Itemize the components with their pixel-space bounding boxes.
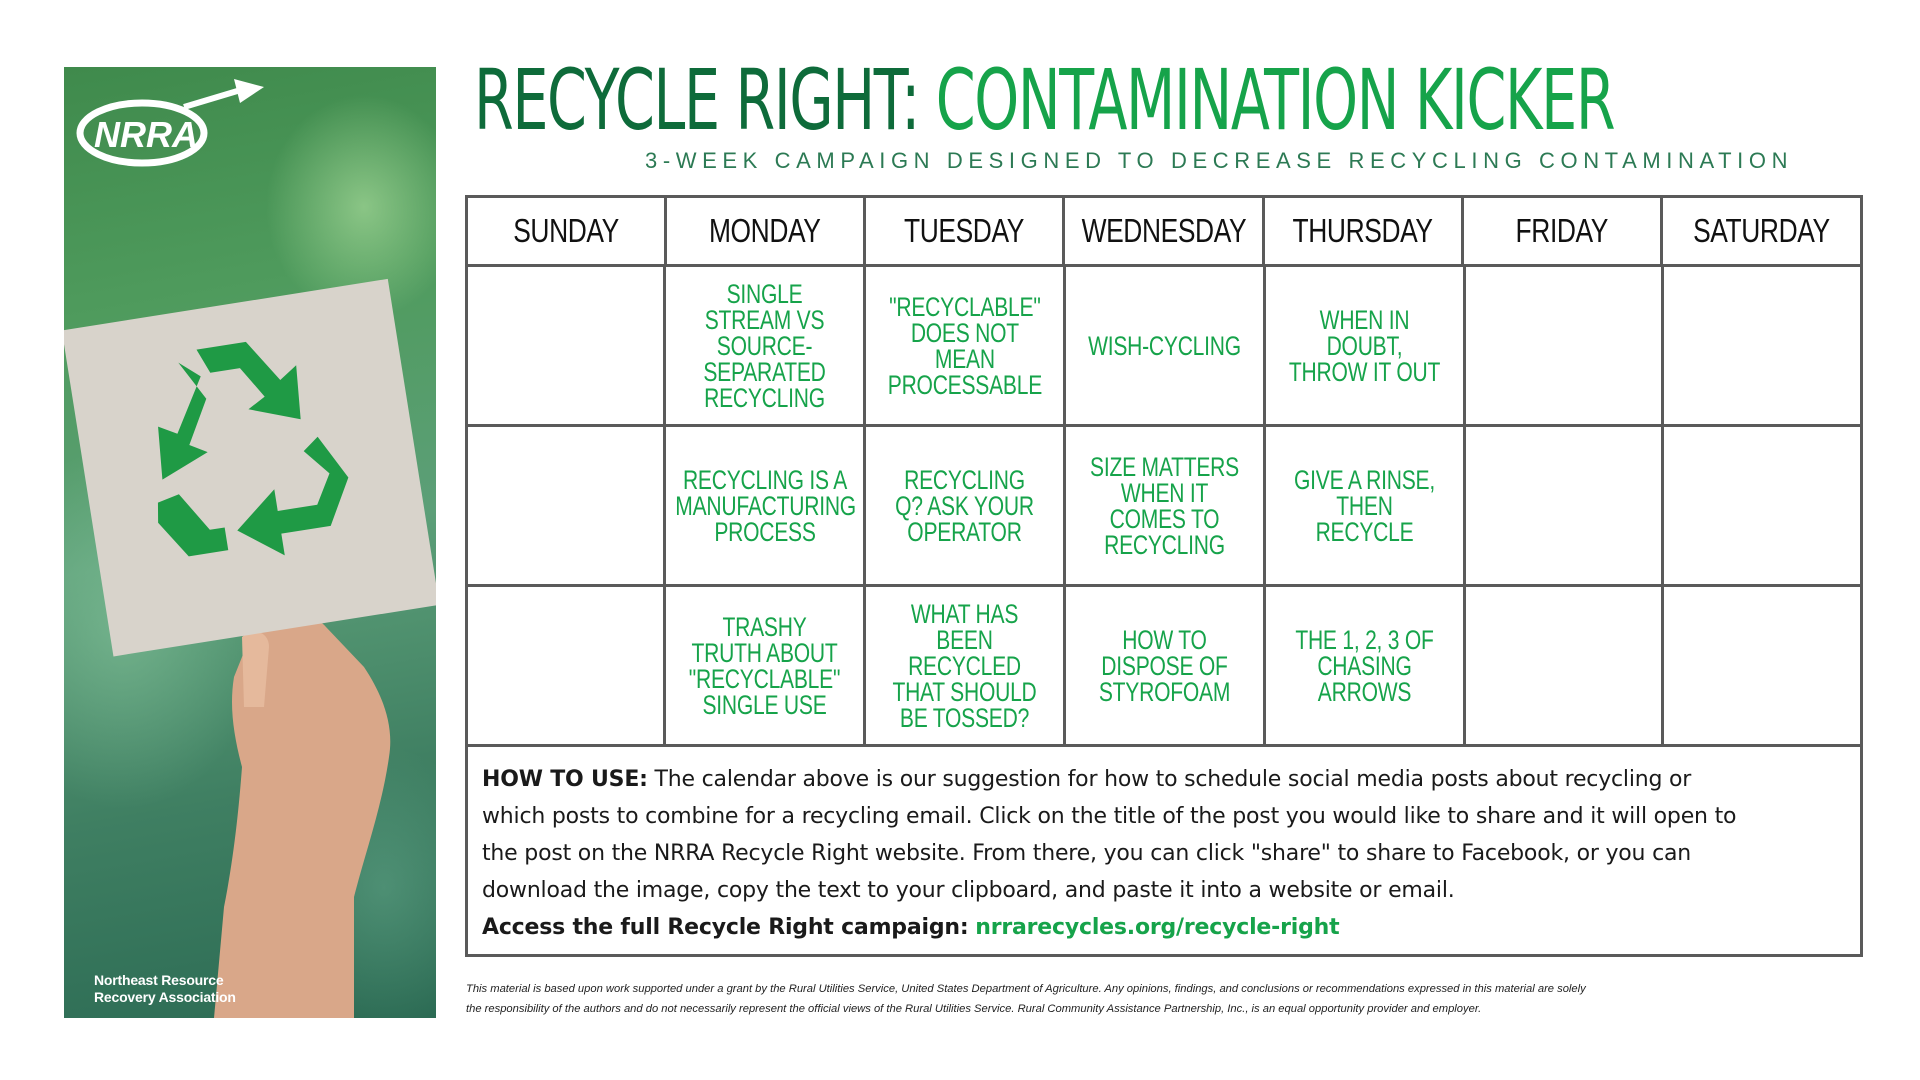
post-link-should-be-tossed[interactable]: WHAT HAS BEEN RECYCLED THAT SHOULD BE TOSSED? [892, 598, 1037, 733]
calendar-header-row [468, 198, 1860, 267]
day-label: SUNDAY [513, 212, 619, 249]
day-label: TUESDAY [904, 212, 1024, 249]
calendar-cell [666, 267, 866, 427]
post-link-manufacturing-process[interactable]: RECYCLING IS A MANUFACTURING PROCESS [674, 464, 856, 547]
disclaimer-line1: This material is based upon work supported under a grant by the Rural Utilities Service, United States Department of Agriculture. Any opinions, findings, and conclusions or recommendations expressed in this material are solely [466, 983, 1586, 995]
calendar-week-1 [468, 267, 1860, 427]
calendar-cell-empty [1664, 267, 1860, 427]
how-to-use-panel [468, 747, 1860, 954]
calendar-cell [866, 267, 1066, 427]
day-label: WEDNESDAY [1081, 212, 1246, 249]
post-link-ask-your-operator[interactable]: RECYCLING Q? ASK YOUR OPERATOR [895, 464, 1034, 547]
day-header-friday [1464, 198, 1663, 267]
calendar-cell-empty [468, 427, 666, 587]
how-to-use-line4: download the image, copy the text to your clipboard, and paste it into a website or email. [482, 878, 1455, 903]
recycle-card [64, 279, 436, 657]
calendar-cell [866, 427, 1066, 587]
calendar-cell [666, 427, 866, 587]
page-title-part2: CONTAMINATION KICKER [935, 51, 1615, 149]
page-title-part1: RECYCLE RIGHT: [474, 51, 919, 149]
logo-caption-line2: Recovery Association [94, 989, 236, 1005]
calendar-cell-empty [1664, 427, 1860, 587]
page-title [474, 51, 1615, 149]
calendar-week-3 [468, 587, 1860, 747]
day-label: SATURDAY [1693, 212, 1830, 249]
access-label: Access the full Recycle Right campaign: [482, 915, 969, 940]
logo-caption-line1: Northeast Resource [94, 972, 224, 988]
day-header-thursday [1265, 198, 1464, 267]
how-to-use-line2: which posts to combine for a recycling email. Click on the title of the post you would like to share and it will open to [482, 804, 1737, 829]
calendar-cell [1066, 587, 1266, 747]
post-link-size-matters[interactable]: SIZE MATTERS WHEN IT COMES TO RECYCLING [1090, 451, 1239, 560]
post-link-recyclable-not-processable[interactable]: "RECYCLABLE" DOES NOT MEAN PROCESSABLE [887, 291, 1042, 400]
logo-mark: NRRA [94, 114, 198, 155]
day-header-saturday [1663, 198, 1860, 267]
hand-shape [214, 614, 390, 1018]
day-header-sunday [468, 198, 667, 267]
calendar-cell [1266, 427, 1466, 587]
card-surface [64, 279, 436, 657]
calendar-cell [866, 587, 1066, 747]
page-subtitle: 3-WEEK CAMPAIGN DESIGNED TO DECREASE RECYCLING CONTAMINATION [645, 148, 1794, 173]
nrra-logo [64, 67, 274, 187]
day-header-monday [667, 198, 866, 267]
calendar-cell-empty [468, 267, 666, 427]
day-label: FRIDAY [1515, 212, 1609, 249]
calendar-cell-empty [1466, 587, 1664, 747]
how-to-use-label: HOW TO USE: [482, 767, 648, 792]
access-line [482, 909, 1846, 946]
post-link-chasing-arrows[interactable]: THE 1, 2, 3 OF CHASING ARROWS [1295, 624, 1434, 707]
calendar-cell [1266, 267, 1466, 427]
post-link-trashy-truth[interactable]: TRASHY TRUTH ABOUT "RECYCLABLE" SINGLE USE [688, 611, 841, 720]
how-to-use-line3: the post on the NRRA Recycle Right website. From there, you can click "share" to share to Facebook, or you can [482, 841, 1692, 866]
campaign-link[interactable]: nrrarecycles.org/recycle-right [975, 915, 1340, 940]
recycle-card-illustration [64, 67, 436, 1018]
calendar-cell-empty [1664, 587, 1860, 747]
calendar-cell [1066, 267, 1266, 427]
day-label: MONDAY [709, 212, 821, 249]
hero-image-panel [64, 67, 436, 1018]
day-header-tuesday [866, 198, 1065, 267]
calendar-cell [1266, 587, 1466, 747]
disclaimer [466, 979, 1866, 1019]
calendar-cell-empty [468, 587, 666, 747]
day-header-wednesday [1065, 198, 1265, 267]
post-link-styrofoam[interactable]: HOW TO DISPOSE OF STYROFOAM [1098, 624, 1231, 707]
disclaimer-line2: the responsibility of the authors and do not necessarily represent the official views of the Rural Utilities Service. Rural Community Assistance Partnership, Inc., is an equal opportunity provider and employer. [466, 1003, 1482, 1015]
how-to-use-line1 [482, 761, 1846, 798]
calendar-cell [666, 587, 866, 747]
post-link-wish-cycling[interactable]: WISH-CYCLING [1088, 330, 1241, 361]
post-link-give-a-rinse[interactable]: GIVE A RINSE, THEN RECYCLE [1294, 464, 1435, 547]
calendar-cell-empty [1466, 427, 1664, 587]
day-label: THURSDAY [1292, 212, 1434, 249]
calendar-cell [1066, 427, 1266, 587]
calendar-cell-empty [1466, 267, 1664, 427]
logo-caption [94, 972, 236, 1006]
campaign-calendar [465, 195, 1863, 957]
post-link-single-stream[interactable]: SINGLE STREAM VS SOURCE-SEPARATED RECYCLING [703, 278, 826, 413]
post-link-when-in-doubt[interactable]: WHEN IN DOUBT, THROW IT OUT [1288, 304, 1441, 387]
calendar-week-2 [468, 427, 1860, 587]
how-to-use-text1: The calendar above is our suggestion for how to schedule social media posts about recycling or [654, 767, 1692, 792]
